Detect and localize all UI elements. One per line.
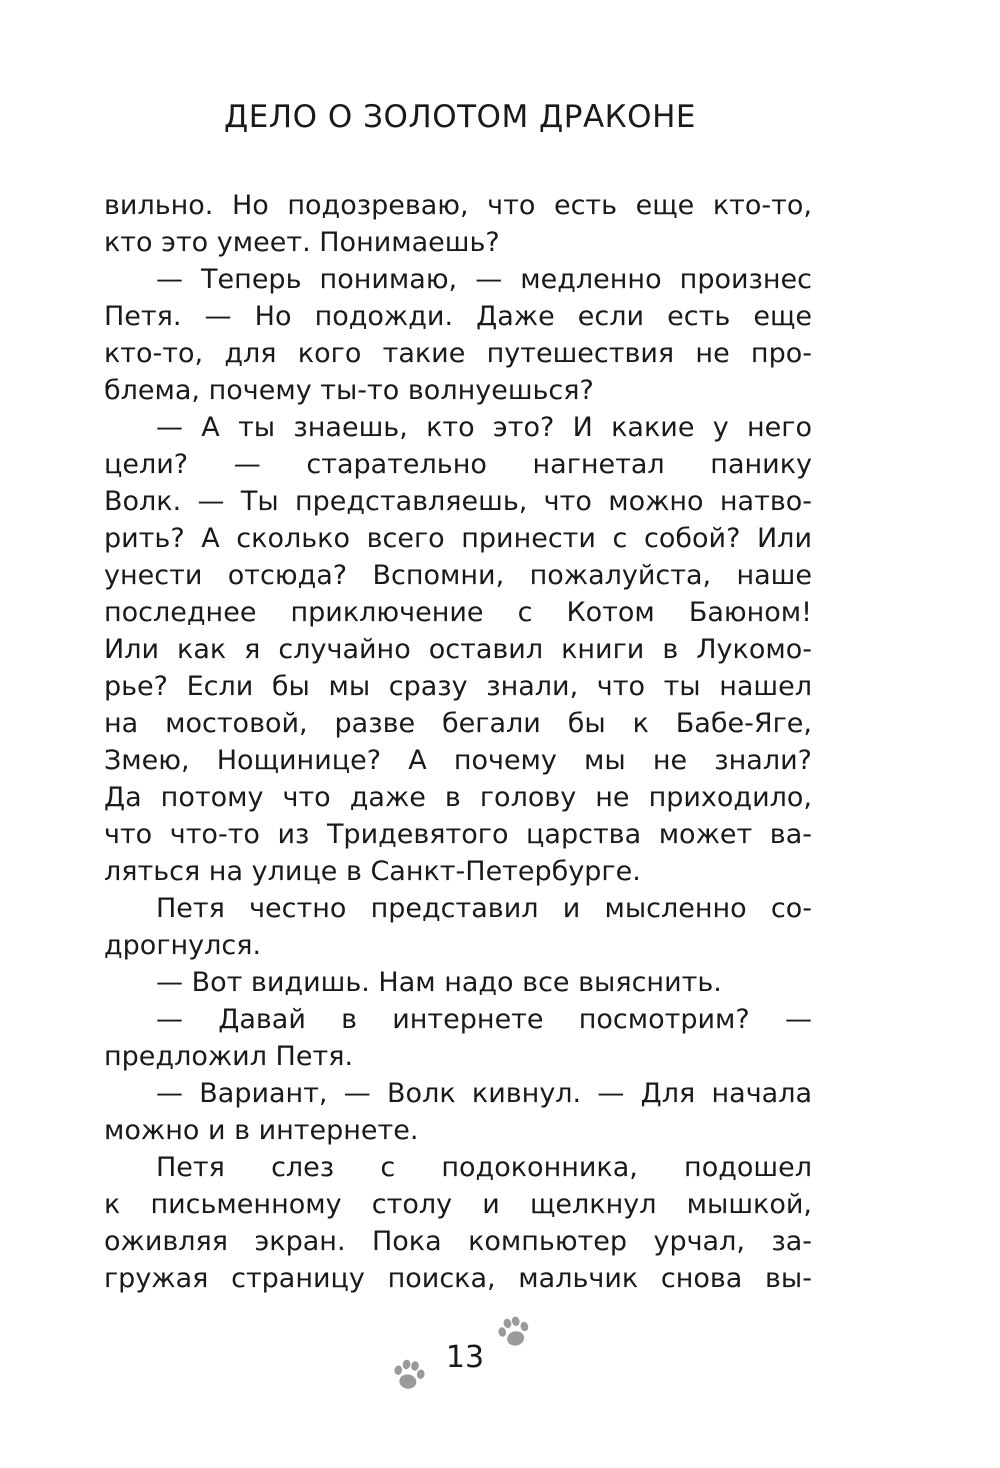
text-line: к письменному столу и щелкнул мышкой, <box>104 1189 812 1220</box>
text-line: Волк. — Ты представляешь, что можно натво- <box>104 486 812 517</box>
running-header: ДЕЛО О ЗОЛОТОМ ДРАКОНЕ <box>224 99 696 135</box>
text-line: унести отсюда? Вспомни, пожалуйста, наше <box>104 560 812 591</box>
text-line: — А ты знаешь, кто это? И какие у него <box>156 412 812 443</box>
text-line: дрогнулся. <box>104 930 262 961</box>
text-line: — Давай в интернете посмотрим? — <box>156 1004 812 1035</box>
text-line: цели? — старательно нагнетал панику <box>104 449 812 480</box>
text-line: можно и в интернете. <box>104 1115 419 1146</box>
text-line: Или как я случайно оставил книги в Лукомо- <box>104 634 812 665</box>
page-number: 13 <box>445 1340 485 1375</box>
text-line: рье? Если бы мы сразу знали, что ты нашел <box>104 671 812 702</box>
text-line: кто-то, для кого такие путешествия не про- <box>104 338 812 369</box>
text-line: Петя. — Но подожди. Даже если есть еще <box>104 301 812 332</box>
text-line: Да потому что даже в голову не приходило, <box>104 782 812 813</box>
text-line: гружая страницу поиска, мальчик снова вы- <box>104 1263 812 1294</box>
text-line: последнее приключение с Котом Баюном! <box>104 597 812 628</box>
text-line: вильно. Но подозреваю, что есть еще кто-то, <box>104 190 812 221</box>
text-line: оживляя экран. Пока компьютер урчал, за- <box>104 1226 812 1257</box>
text-line: — Теперь понимаю, — медленно произнес <box>156 264 812 295</box>
text-line: что что-то из Тридевятого царства может ва- <box>104 819 812 850</box>
text-line: на мостовой, разве бегали бы к Бабе-Яге, <box>104 708 812 739</box>
text-line: Петя слез с подоконника, подошел <box>156 1152 812 1183</box>
text-line: кто это умеет. Понимаешь? <box>104 227 500 258</box>
text-line: предложил Петя. <box>104 1041 354 1072</box>
text-line: Петя честно представил и мысленно со- <box>156 893 812 924</box>
text-line: — Вариант, — Волк кивнул. — Для начала <box>156 1078 812 1109</box>
text-line: Змею, Нощинице? А почему мы не знали? <box>104 745 812 776</box>
text-line: рить? А сколько всего принести с собой? Или <box>104 523 812 554</box>
text-line: блема, почему ты-то волнуешься? <box>104 375 594 406</box>
text-line: — Вот видишь. Нам надо все выяснить. <box>156 967 722 998</box>
text-line: ляться на улице в Санкт-Петербурге. <box>104 856 641 887</box>
body-text <box>104 187 812 1297</box>
